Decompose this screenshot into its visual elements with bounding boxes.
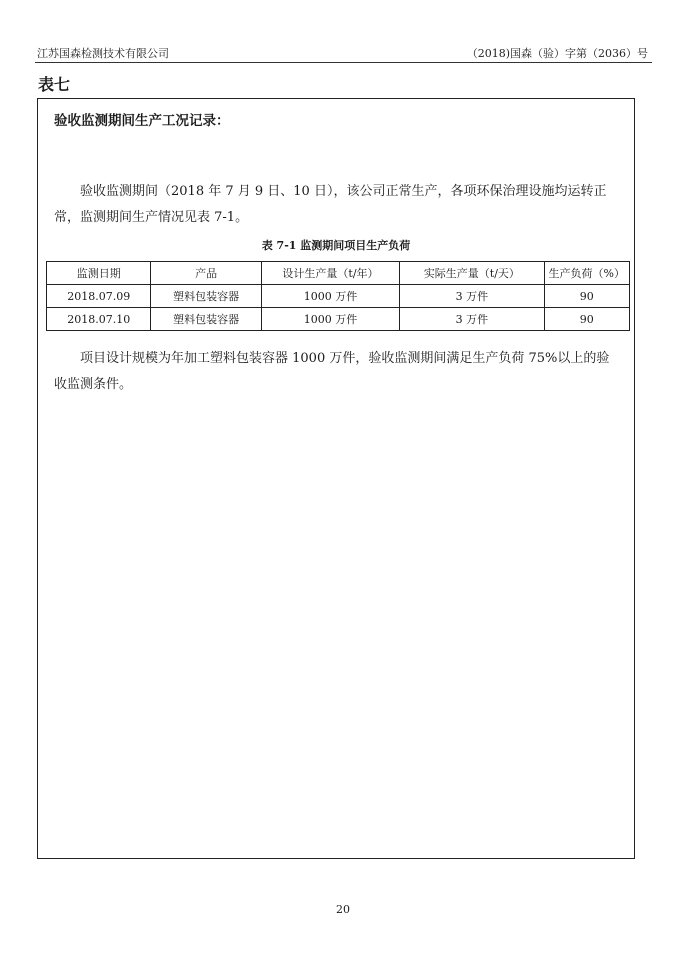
cell-product: 塑料包装容器	[151, 285, 261, 308]
column-header-product: 产品	[151, 262, 261, 285]
paragraph-conclusion: 项目设计规模为年加工塑料包装容器 1000 万件，验收监测期间满足生产负荷 75%以上的验收监测条件。	[54, 351, 610, 392]
section-title: 表七	[38, 75, 71, 94]
column-header-design-output: 设计生产量（t/年）	[261, 262, 399, 285]
cell-date: 2018.07.10	[47, 308, 151, 331]
column-header-date: 监测日期	[47, 262, 151, 285]
cell-actual-output: 3 万件	[400, 285, 544, 308]
table-header-row	[47, 262, 630, 285]
column-header-actual-output: 实际生产量（t/天）	[400, 262, 544, 285]
page-number: 20	[336, 903, 350, 916]
frame-heading: 验收监测期间生产工况记录：	[54, 113, 230, 129]
report-number: （2018)国森（验）字第（2036）号	[466, 47, 648, 60]
table-row	[47, 285, 630, 308]
paragraph-monitoring-period: 验收监测期间（2018 年 7 月 9 日、10 日），该公司正常生产，各项环保治理设施均运转正常，监测期间生产情况见表 7-1。	[54, 184, 607, 225]
cell-design-output: 1000 万件	[261, 308, 399, 331]
cell-design-output: 1000 万件	[261, 285, 399, 308]
table-row	[47, 308, 630, 331]
production-load-table	[46, 261, 630, 331]
cell-actual-output: 3 万件	[400, 308, 544, 331]
content-frame	[37, 98, 635, 859]
header-divider	[35, 62, 652, 63]
column-header-load: 生产负荷（%）	[544, 262, 629, 285]
cell-load: 90	[544, 308, 629, 331]
cell-date: 2018.07.09	[47, 285, 151, 308]
cell-product: 塑料包装容器	[151, 308, 261, 331]
cell-load: 90	[544, 285, 629, 308]
table-caption: 表 7-1 监测期间项目生产负荷	[261, 239, 411, 252]
company-name: 江苏国森检测技术有限公司	[37, 47, 169, 60]
